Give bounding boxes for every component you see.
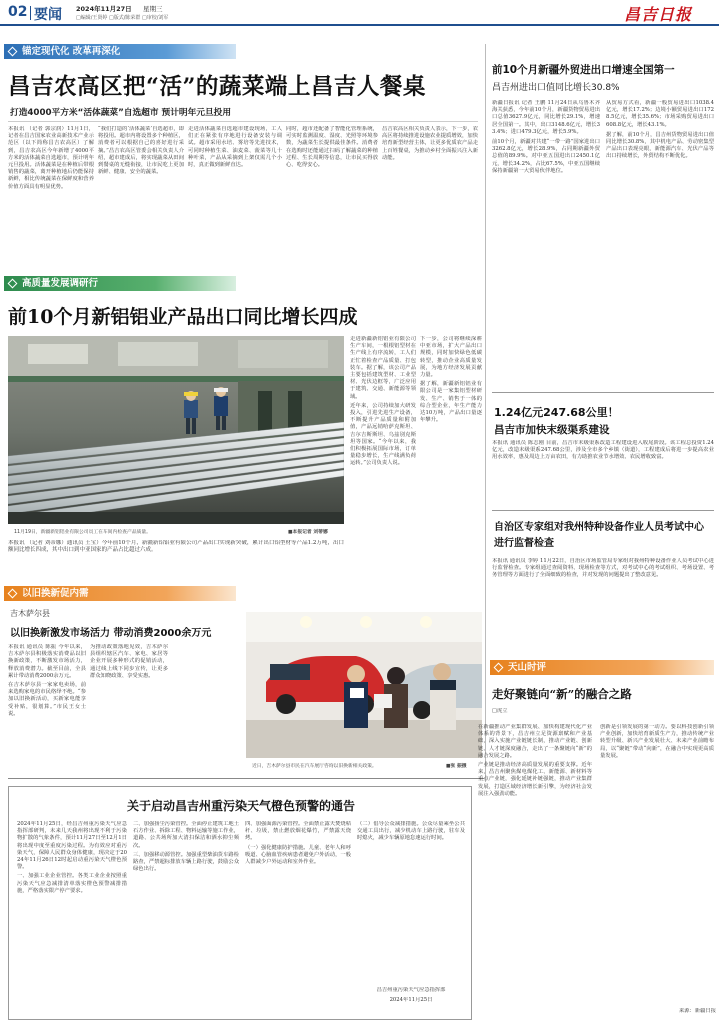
lead-column-1	[8, 126, 94, 274]
lead-column-2	[98, 126, 184, 274]
jimsar-column-2	[90, 644, 168, 760]
canal-subheadline: 昌吉市加快末级渠系建设	[494, 424, 610, 436]
inspection-body	[492, 558, 714, 648]
paragraph: 为推动政策落地见效，吉木萨尔县组织辖区汽车、家电、家居等企业开展多种形式的促销活动，通过线上线下同步宣传，让更多群众知晓政策、享受实惠。	[90, 644, 168, 679]
paragraph: 在吉木萨尔县一家家电卖场，前来选购家电的市民络绎不绝。“参加以旧换新活动，买新家电能享受补贴，很划算。”市民王女士说。	[8, 682, 86, 717]
paragraph: 新疆日报讯 记者 王鹏 11月24日从乌鲁木齐海关获悉，今年前10个月，新疆货物贸易进出口总值3627.9亿元，同比增长29.1%，增速居全国第一。其中，出口3148.6亿元，增长33.4%；进口479.3亿元，增长5.9%。	[492, 100, 600, 135]
photo-credit: ■本报记者 刘蒂娜	[288, 530, 328, 535]
photo-caption: 11月19日，新疆新铝铝业有限公司员工在车间内检查产品质量。	[14, 530, 151, 535]
paragraph: 前10个月，新疆对共建“一带一路”国家进出口3262.8亿元，增长28.9%，占同期新疆外贸总值的89.9%。对中亚五国进出口2450.1亿元，增长34.2%，占比67.5%，中亚五国继续保持新疆第一大贸易伙伴地位。	[492, 139, 600, 174]
paragraph: 从贸易方式看，新疆一般贸易进出口1038.4亿元，增长17.2%；边境小额贸易进出口1728.5亿元，增长35.6%；市场采购贸易进出口608.8亿元，增长43.1%。	[606, 100, 714, 128]
lead-column-4	[286, 126, 378, 274]
notice-column-1	[17, 821, 127, 1015]
divider	[8, 778, 484, 779]
lead-column-5	[382, 126, 478, 274]
divider	[492, 510, 714, 511]
factory-scene-image	[8, 336, 344, 524]
diamond-icon	[8, 47, 18, 57]
divider	[492, 392, 714, 393]
commentary-column-2	[600, 724, 714, 1004]
paragraph: 本报讯 （记者 刘蒂娜）通讯员 王宝）今年前10个月，新疆新铝铝业有限公司产品出口实现新突破，累计出口铝型材等产品1.2万吨，出口额同比增长四成，其中出口到中亚国家的产品占比超过六成。	[8, 540, 344, 554]
paragraph: 昌吉农高区相关负责人表示，下一步，农高区将持续推进设施农业提质增效，加快培育新型经营主体，让更多优质农产品走上百姓餐桌，为推动乡村全面振兴注入新动能。	[382, 126, 478, 161]
aluminum-byline	[8, 540, 344, 568]
paragraph: 产业链是推动经济高质量发展的重要支撑。近年来，昌吉州聚焦煤电煤化工、新能源、新材料等重点产业链，强化延链补链强链，推动产业集群发展，打造区域经济增长新引擎，为经济社会发展注入强劲动能。	[478, 762, 592, 797]
paragraph: 在新疆推动产业集群发展、加快构建现代化产业体系的背景下，昌吉州立足资源禀赋和产业基础，深入实施产业链链长制，推动产业链、创新链、人才链深度融合，走出了一条聚链向“新”的融合发展之路。	[478, 724, 592, 759]
banner-label: 天山时评	[508, 662, 547, 673]
notice-headline: 关于启动昌吉州重污染天气橙色预警的通告	[126, 799, 355, 813]
diamond-icon	[494, 663, 504, 673]
paragraph: 三、加强移动源管控。加强重型柴油货车路检路查，严禁超标排放车辆上路行驶，鼓励公众绿色出行。	[133, 851, 239, 873]
masthead-rule	[0, 24, 719, 26]
divider	[8, 121, 478, 122]
factory-photo	[8, 336, 344, 524]
paragraph: 本报讯 （记者 郭宗润）11月1日，记者在昌吉国家农业高新技术产业示范区（以下简称昌吉农高区）了解到，昌吉农高区今年新增了4000平方米的活体蔬菜自选超市，预计明年元旦投用。活体蔬菜是在种植后带根销售的蔬菜，离开种植地后仍能保持新鲜，相比传统蔬菜在保鲜度和营养价值方面具有明显优势。	[8, 126, 94, 190]
aluminum-column-1	[350, 336, 416, 568]
showroom-scene-image	[246, 612, 482, 758]
notice-date: 2024年11月25日	[389, 997, 433, 1003]
paragraph: “我们打造的‘活体蔬菜’自选超市，即将投用。超市内将设置多个种植区，消费者可以根据自己的喜好进行采摘。”昌吉农高区管委会相关负责人介绍，超市建成后，将实现蔬菜从田间到餐桌的无缝衔接，让市民吃上更加新鲜、健康、安全的蔬菜。	[98, 126, 184, 176]
paragraph: 二、加强扬尘污染管控。全面停止建筑工地土石方作业、拆除工程、物料运输等施工作业，道路、公共场所加大清扫保洁和洒水抑尘频次。	[133, 821, 239, 849]
canal-headline: 1.24亿元247.68公里！	[494, 406, 619, 419]
diamond-icon	[8, 279, 18, 289]
paragraph: （一）强化健康防护措施。儿童、老年人和呼吸道、心脑血管疾病患者避免户外活动，一般人群减少户外运动和室外作业。	[245, 844, 351, 866]
paragraph: 本报讯 通讯员 陈志刚 目前，昌吉市末级渠系改造工程建设进入收尾阶段。该工程总投资1.24亿元，改造末级渠系247.68公里，涉及全市多个乡镇（街道），工程建成后将进一步提高农业用水效率，惠及周边上万亩农田，有力助推农业节水增效、农民增收致富。	[492, 440, 714, 461]
notice-column-4	[357, 821, 465, 981]
export-column-1	[492, 100, 600, 360]
export-column-2	[606, 100, 714, 360]
banner-modernization	[4, 44, 236, 59]
export-subheadline: 昌吉州进出口值同比增长30.8%	[492, 83, 620, 93]
lead-headline: 昌吉农高区把“活”的蔬菜端上昌吉人餐桌	[8, 74, 426, 100]
commentary-source: 来源：新疆日报	[678, 1008, 716, 1014]
lead-subheadline: 打造4000平方米“活体蔬菜”自选超市 预计明年元旦投用	[10, 108, 232, 118]
lead-column-3	[188, 126, 282, 274]
masthead	[0, 0, 719, 26]
paragraph: 一、加强工业企业管控。各类工业企业按照重污染天气应急减排清单落实橙色预警减排措施，严格落实限产停产要求。	[17, 873, 127, 894]
newspaper-logo: 昌吉日报	[624, 5, 693, 24]
paragraph: 下一步，公司将继续深耕中亚市场，扩大产品出口规模，同时加快绿色低碳转型，推动企业高质量发展，为地方经济发展贡献力量。	[420, 336, 482, 379]
banner-label: 高质量发展调研行	[22, 278, 99, 289]
issue-weekday: 星期三	[143, 5, 163, 13]
paragraph: 据了解，前10个月，昌吉州货物贸易进出口值同比增长30.8%，其中机电产品、劳动密集型产品出口表现亮眼，新能源汽车、光伏产品等出口持续增长，外贸结构不断优化。	[606, 131, 714, 160]
photo-credit: ■张 振摄	[446, 764, 467, 769]
paragraph: 走进新疆新铝铝业有限公司生产车间，一根根铝型材在生产线上有序流转，工人们正忙着检查产品质量、打包装车。据了解，该公司产品主要包括建筑型材、工业型材、光伏边框等，广泛应用于建筑、交通、新能源等领域。	[350, 336, 416, 400]
notice-signature: 昌吉州重污染天气应急指挥部	[376, 987, 446, 993]
banner-label: 锚定现代化 改革再深化	[22, 46, 121, 57]
paragraph: 本报讯 通讯员 李婷 11月22日，自治区市场监管局专家组对我州特种设备作业人员考试中心进行监督检查。专家组通过查阅资料、现场检查等方式，对考试中心的考试组织、考场设置、考务管理等方面进行了全面细致的检查，并对发现的问题提出了整改意见。	[492, 558, 714, 579]
issue-date: 2024年11月27日	[76, 5, 132, 13]
banner-tianshan	[490, 660, 714, 675]
jimsar-column-3	[172, 644, 242, 760]
notice-box	[8, 786, 472, 1020]
aluminum-headline: 前10个月新铝铝业产品出口同比增长四成	[8, 306, 358, 328]
aluminum-column-2	[420, 336, 482, 568]
jimsar-headline: 以旧换新激发市场活力 带动消费2000余万元	[10, 628, 212, 639]
commentary-column-1	[478, 724, 592, 1016]
paragraph: 四、加强面源污染管控。全面禁止露天焚烧秸秆、垃圾，禁止燃放烟花爆竹，严禁露天烧烤。	[245, 821, 351, 842]
column-divider	[485, 44, 486, 782]
paragraph: 据了解，新疆新铝铝业有限公司是一家集铝型材研发、生产、销售于一体的综合型企业，年生产能力达10万吨，产品出口量逐年攀升。	[420, 381, 482, 424]
section-name: 要闻	[34, 7, 62, 23]
paragraph: （二）倡导公众减排措施。公众尽量乘坐公共交通工具出行，减少机动车上路行驶，驻车及时熄火，减少车辆原地怠速运行时间。	[357, 821, 465, 842]
paragraph: 近年来，公司持续加大研发投入，引进先进生产设备，不断提升产品质量和附加值，产品远销哈萨克斯坦、吉尔吉斯斯坦、乌兹别克斯坦等国家。“今年以来，我们积极拓展国际市场，订单量稳步增长，生产线满负荷运转。”公司负责人说。	[350, 402, 416, 467]
paragraph: 创新是引领发展的第一动力。要以科技创新引领产业创新，加快培育新质生产力，推动传统产业转型升级、新兴产业发展壮大、未来产业前瞻布局，以“聚链”带动“向新”，在融合中实现更高质量发展。	[600, 724, 714, 759]
paragraph: 走进活体蔬菜自选超市建设现场，工人们正在紧张有序地进行设备安装与调试。超市采用水培、雾培等先进技术，可同时种植生菜、油麦菜、菠菜等几十种叶菜，产品从采摘到上架仅需几个小时，真正做到新鲜直达。	[188, 126, 282, 169]
editor-line: □编辑/王贤婷 □版式/陈荣群 □审校/刘军	[76, 15, 169, 21]
notice-column-2	[133, 821, 239, 1015]
page-divider	[30, 6, 31, 20]
banner-highquality	[4, 276, 236, 291]
diamond-icon	[8, 589, 18, 599]
jimsar-column-1	[8, 644, 86, 760]
canal-body	[492, 440, 714, 498]
commentary-headline: 走好聚链向“新”的融合之路	[492, 687, 632, 701]
paragraph: 本报讯 通讯员 陈振 今年以来，吉木萨尔县积极落实消费品以旧换新政策，不断激发市场活力，释放消费潜力。截至目前，全县累计带动消费2000余万元。	[8, 644, 86, 679]
export-headline: 前10个月新疆外贸进出口增速全国第一	[492, 64, 675, 76]
showroom-photo	[246, 612, 482, 758]
county-label: 吉木萨尔县	[10, 609, 50, 618]
notice-column-3	[245, 821, 351, 1015]
paragraph: 2024年11月25日，经昌吉州重污染天气应急指挥部研判，未来几天我州将出现不利于污染物扩散的气象条件，预计11月27日至12月1日将出现中度至重度污染过程。为有效应对重污染天气，保障人民群众身体健康，现决定于2024年11月26日12时起启动重污染天气橙色预警。	[17, 821, 127, 871]
banner-old-for-new	[4, 586, 236, 601]
inspection-headline: 自治区专家组对我州特种设备作业人员考试中心进行监督检查	[494, 522, 704, 549]
commentary-author: □虎立	[492, 708, 508, 714]
banner-label: 以旧换新促内需	[22, 588, 89, 599]
photo-caption: 近日，吉木萨尔县市民在汽车展厅咨询以旧换新相关政策。	[252, 764, 377, 769]
page-number: 02	[8, 4, 28, 20]
paragraph: 同时，超市还配备了智能化管理系统，可实时监测温度、湿度、光照等环境参数，为蔬菜生长提供最佳条件。消费者在选购时还能通过扫码了解蔬菜的种植过程、生长周期等信息，让市民买得放心、吃得安心。	[286, 126, 378, 169]
